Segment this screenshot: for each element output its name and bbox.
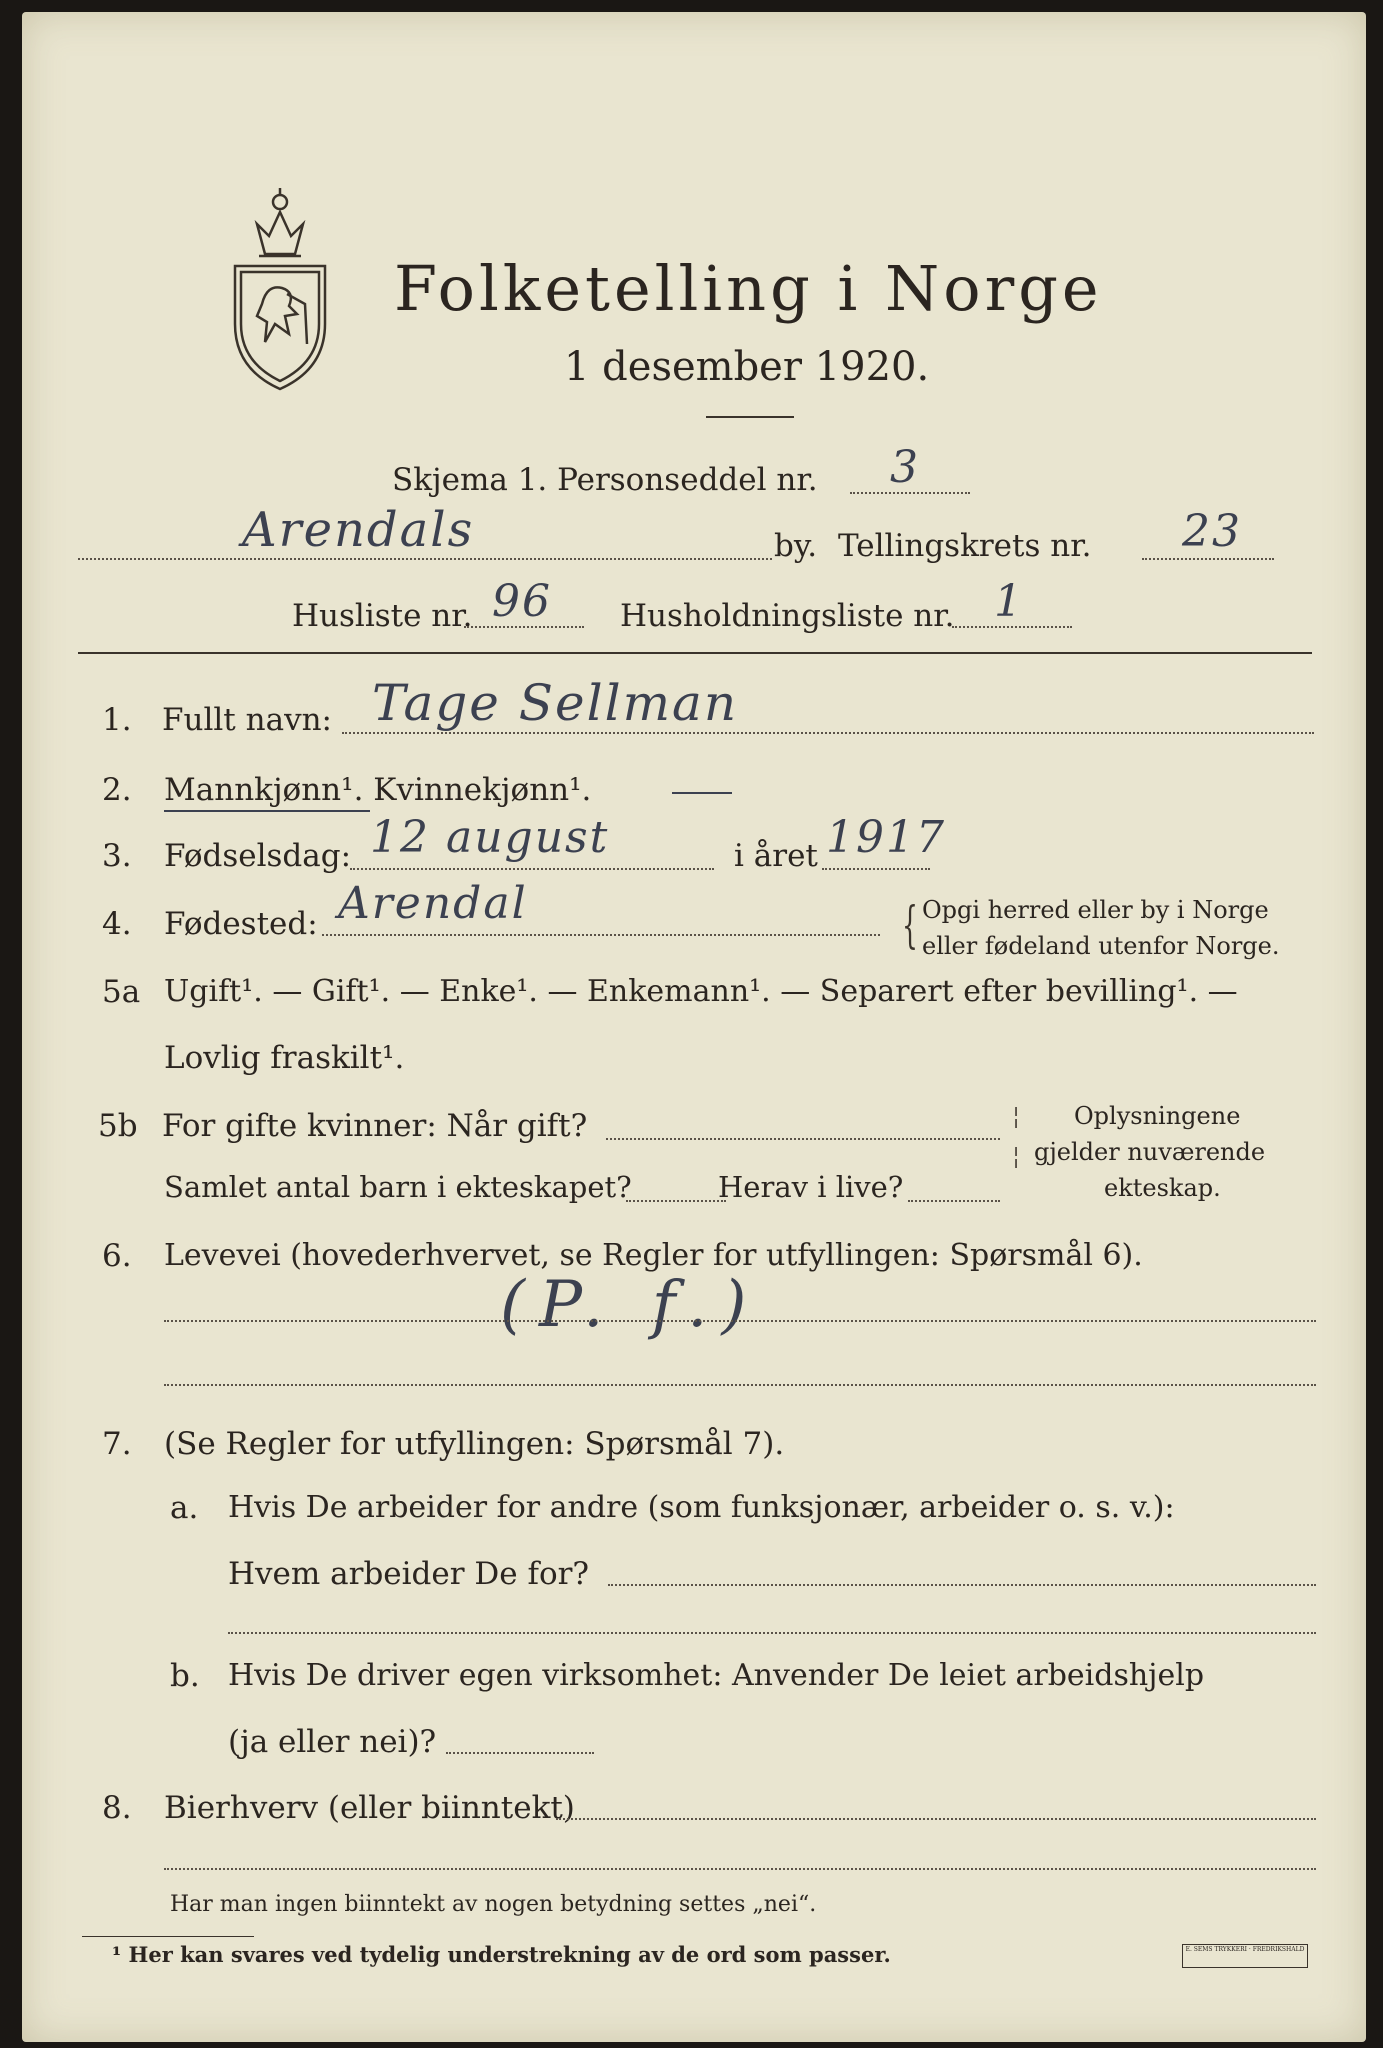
q4-note-line2: eller fødeland utenfor Norge. [922,932,1280,960]
q8-line [556,1818,1316,1820]
husholdningsliste-label: Husholdningsliste nr. [620,598,955,634]
q3-number: 3. [102,838,132,874]
coat-of-arms-icon [227,184,333,394]
census-form [22,12,1366,2042]
q7a-line1: Hvis De arbeider for andre (som funksjonær, arbeider o. s. v.): [228,1490,1175,1525]
skjema-label: Skjema 1. Personseddel nr. [392,462,818,498]
q7a-line2: Hvem arbeider De for? [228,1556,590,1592]
q5b-label2: Samlet antal barn i ekteskapet? [164,1170,632,1204]
q1-label: Fullt navn: [162,702,332,738]
q1-line [342,732,1314,734]
printer-mark-text: E. SEMS TRYKKERI · FREDRIKSHALD [1185,1946,1305,1953]
q4-line [322,934,880,936]
form-date: 1 desember 1920. [564,344,930,390]
q7b-letter: b. [170,1658,200,1694]
q3-line [350,868,714,870]
q7b-line [446,1752,594,1754]
q7b-line1: Hvis De driver egen virksomhet: Anvender De leiet arbeidshjelp [228,1658,1205,1693]
title-divider [706,416,794,418]
q8-line-extra [164,1868,1316,1870]
q4-number: 4. [102,906,132,942]
husholdningsliste-nr: 1 [994,576,1024,627]
q2-number: 2. [102,772,132,808]
q6-line2 [164,1384,1316,1386]
q7-number: 7. [102,1426,132,1462]
tellingskrets-line [1142,558,1274,560]
q2-underline-mannkjonn [164,810,370,812]
tellingskrets-label: Tellingskrets nr. [838,528,1092,564]
footnote: ¹ Her kan svares ved tydelig understrekning av de ord som passer. [112,1942,891,1967]
footnote-divider [82,1936,254,1937]
tellingskrets-nr: 23 [1182,506,1242,557]
q4-value: Arendal [338,878,528,929]
q7a-letter: a. [170,1490,199,1526]
by-label: by. [774,528,818,564]
q5b-live-line [908,1200,1000,1202]
husliste-nr: 96 [492,576,552,627]
q5b-note1: Oplysningene [1074,1102,1241,1130]
by-line [78,558,772,560]
footer-note: Har man ingen biinntekt av nogen betydning settes „nei“. [170,1892,817,1917]
header-divider [78,652,1312,654]
q2-label: Mannkjønn¹. Kvinnekjønn¹. [164,772,592,808]
q5b-note3: ekteskap. [1104,1174,1221,1202]
q5b-barn-line [626,1200,726,1202]
q4-note-line1: Opgi herred eller by i Norge [922,896,1269,924]
q6-line1 [164,1320,1316,1322]
q5b-gift-line [606,1138,1000,1140]
q7-label: (Se Regler for utfyllingen: Spørsmål 7). [164,1426,785,1462]
q1-number: 1. [102,702,132,738]
q7a-line-extra [228,1632,1316,1634]
by-name: Arendals [242,502,475,558]
q1-value: Tage Sellman [372,674,739,732]
q5b-label1: For gifte kvinner: Når gift? [162,1108,588,1144]
q3-year-label: i året [734,838,818,874]
printer-mark [1182,1944,1308,1968]
form-title: Folketelling i Norge [394,252,1103,325]
q5b-bar1: ¦ [1012,1102,1021,1130]
q5b-number: 5b [98,1108,138,1144]
q6-label: Levevei (hovederhvervet, se Regler for utfyllingen: Spørsmål 6). [164,1238,1143,1273]
q7a-line [608,1584,1316,1586]
q3-year-value: 1917 [826,812,946,863]
q4-label: Fødested: [164,906,318,942]
q8-label: Bierhverv (eller biinntekt) [164,1790,575,1826]
personseddel-nr: 3 [890,442,920,493]
husliste-label: Husliste nr. [292,598,473,634]
q5b-label3: Herav i live? [718,1170,904,1204]
q2-strike-mark [672,792,732,794]
q5a-line1: Ugift¹. — Gift¹. — Enke¹. — Enkemann¹. — Separert efter bevilling¹. — [164,974,1238,1009]
q5a-line2: Lovlig fraskilt¹. [164,1040,405,1076]
q5b-note2: gjelder nuværende [1034,1138,1266,1166]
q5b-bar2: ¦ [1012,1142,1021,1170]
q8-number: 8. [102,1790,132,1826]
q3-year-line [822,868,930,870]
q7b-line2: (ja eller nei)? [228,1724,437,1760]
q6-value: (P. f.) [500,1268,761,1342]
q3-label: Fødselsdag: [164,838,352,874]
q4-brace: { [901,896,918,954]
q6-number: 6. [102,1238,132,1274]
q3-value: 12 august [370,812,610,863]
q5a-number: 5a [102,974,141,1010]
